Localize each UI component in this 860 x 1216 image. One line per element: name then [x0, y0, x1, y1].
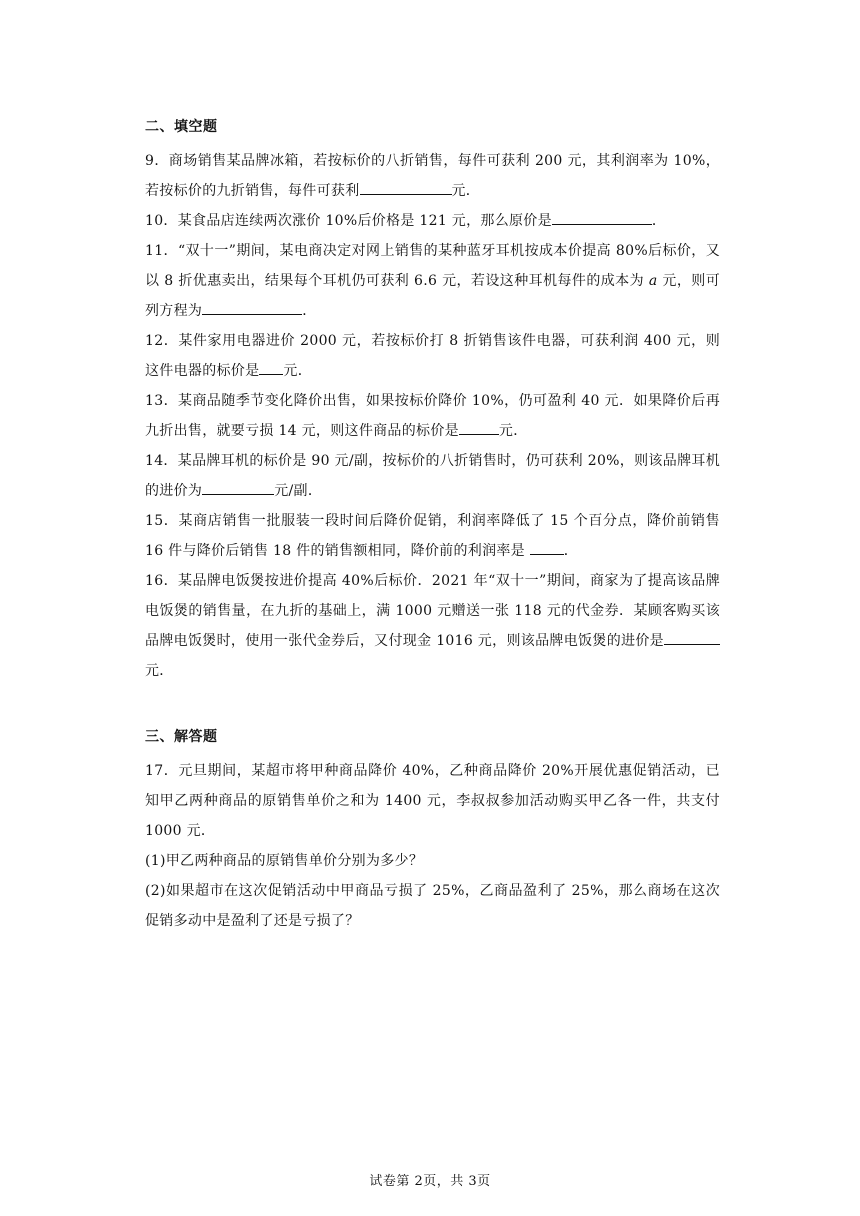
answer-blank — [202, 479, 274, 495]
question-15: 15．某商店销售一批服装一段时间后降价促销，利润率降低了 15 个百分点，降价前销售 16 件与降价后销售 18 件的销售额相同，降价前的利润率是 ． — [145, 513, 720, 559]
answer-blank — [360, 179, 452, 195]
answer-blank — [552, 209, 652, 225]
answer-blank — [259, 359, 283, 375]
question-12: 12．某件家用电器进价 2000 元，若按标价打 8 折销售该件电器，可获利润 400 元，则这件电器的标价是 元． — [145, 333, 720, 379]
section-heading-solve: 三、解答题 — [145, 729, 218, 745]
question-14: 14．某品牌耳机的标价是 90 元/副，按标价的八折销售时，仍可获利 20%，则该品牌耳机的进价为 元/副． — [145, 453, 720, 499]
question-9: 9．商场销售某品牌冰箱，若按标价的八折销售，每件可获利 200 元，其利润率为 10%，若按标价的九折销售，每件可获利 元． — [145, 153, 720, 199]
question-17-part-1: (1)甲乙两种商品的原销售单价分别为多少？ — [145, 853, 424, 869]
question-10: 10．某食品店连续两次涨价 10%后价格是 121 元，那么原价是 ． — [145, 206, 720, 236]
page-content — [145, 116, 720, 936]
question-17: 17．元旦期间，某超市将甲种商品降价 40%，乙种商品降价 20%开展优惠促销活动，已知甲乙两种商品的原销售单价之和为 1400 元，李叔叔参加活动购买甲乙各一件，共支付 1000 元． — [145, 763, 720, 839]
question-11: 11．“双十一”期间，某电商决定对网上销售的某种蓝牙耳机按成本价提高 80%后标价，又以 8 折优惠卖出，结果每个耳机仍可获利 6.6 元，若设这种耳机每件的成本为 a 元，则可列方程为 ． — [145, 243, 721, 319]
answer-blank — [530, 539, 564, 555]
answer-blank — [459, 419, 499, 435]
section-heading-fill-in: 二、填空题 — [145, 119, 218, 135]
question-17-part-2: (2)如果超市在这次促销活动中甲商品亏损了 25%，乙商品盈利了 25%，那么商场在这次促销多动中是盈利了还是亏损了？ — [145, 883, 720, 929]
answer-blank — [664, 629, 720, 645]
question-16: 16．某品牌电饭煲按进价提高 40%后标价．2021 年“双十一”期间，商家为了提高该品牌电饭煲的销售量，在九折的基础上，满 1000 元赠送一张 118 元的代金券．某顾客购买该品牌电饭煲时，使用一张代金券后，又付现金 1016 元，则该品牌电饭煲的进价是元． — [145, 573, 720, 679]
question-13: 13．某商品随季节变化降价出售，如果按标价降价 10%，仍可盈利 40 元．如果降价后再九折出售，就要亏损 14 元，则这件商品的标价是 元． — [145, 393, 720, 439]
page-footer: 试卷第 2页，共 3页 — [369, 1174, 491, 1189]
answer-blank — [202, 299, 302, 315]
